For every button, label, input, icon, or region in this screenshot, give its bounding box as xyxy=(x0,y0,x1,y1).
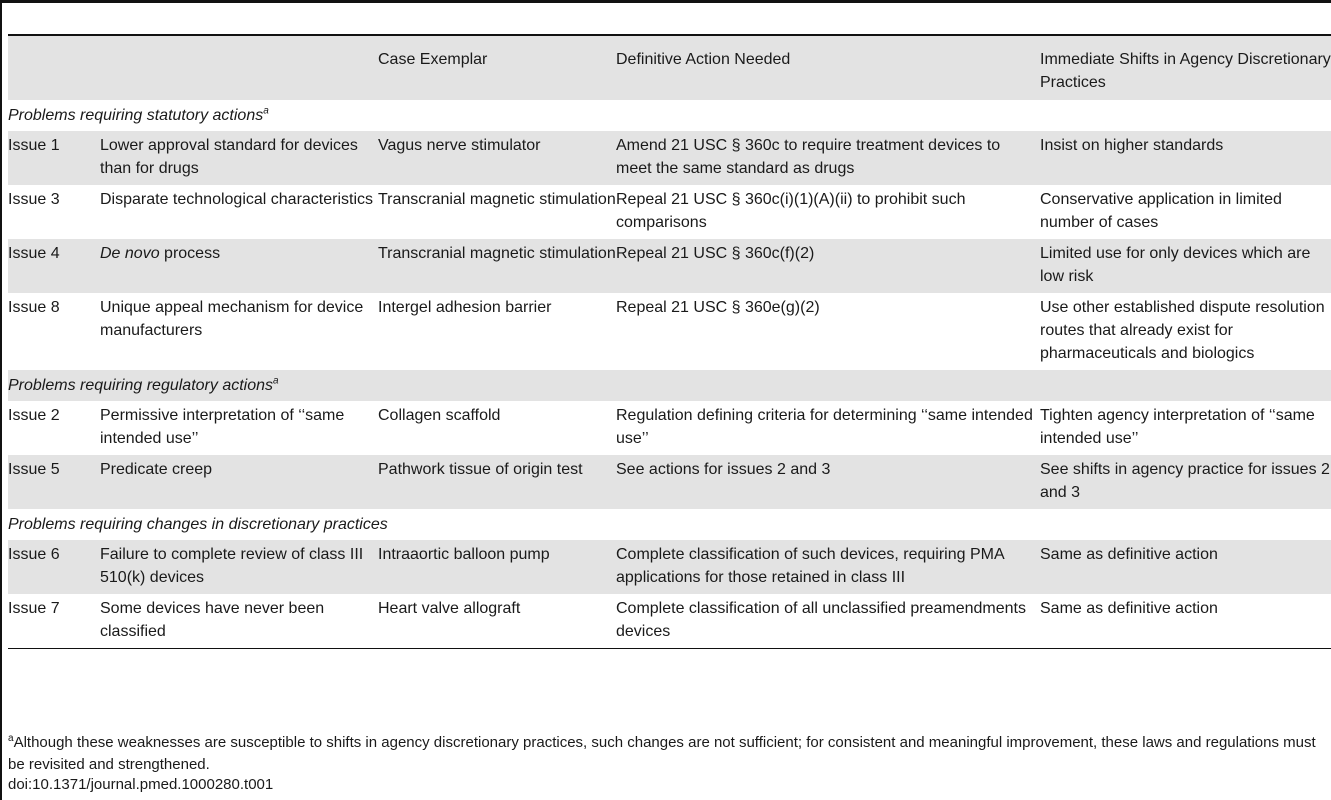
section-header-row xyxy=(8,370,1331,401)
section-label-text: Problems requiring statutory actions xyxy=(8,107,264,124)
action-cell: Complete classification of such devices, requiring PMA applications for those retained in class III xyxy=(616,540,1040,594)
problem-text: process xyxy=(159,245,221,262)
table-row xyxy=(8,185,1331,239)
shift-cell: Same as definitive action xyxy=(1040,600,1218,617)
action-cell: Repeal 21 USC § 360c(f)(2) xyxy=(616,239,1040,293)
action-cell: Repeal 21 USC § 360e(g)(2) xyxy=(616,299,820,316)
issue-cell: Issue 5 xyxy=(8,455,100,509)
section-label xyxy=(8,100,1331,131)
problem-italic-text: De novo xyxy=(100,245,160,262)
exemplar-cell: Transcranial magnetic stimulation xyxy=(378,239,616,293)
table-row xyxy=(8,455,1331,509)
problem-cell: Lower approval standard for devices than for drugs xyxy=(100,131,378,185)
table-row xyxy=(8,239,1331,293)
table-row xyxy=(8,401,1331,455)
issue-cell: Issue 7 xyxy=(8,600,60,617)
problem-cell: Some devices have never been classified xyxy=(100,600,325,640)
action-cell: Regulation defining criteria for determining ‘‘same intended use’’ xyxy=(616,407,1033,447)
footnote-marker: a xyxy=(263,105,269,117)
header-cell xyxy=(100,36,378,100)
header-definitive-action: Definitive Action Needed xyxy=(616,36,1040,100)
exemplar-cell: Collagen scaffold xyxy=(378,407,501,424)
page-top-rule xyxy=(0,0,1331,3)
table-bottom-rule xyxy=(8,648,1331,649)
page-left-rule xyxy=(0,0,2,800)
footnote-text: Although these weaknesses are susceptible to shifts in agency discretionary practices, such changes are not sufficient; for consistent and meaningful improvement, these laws and regulations must be revisited and strengthened. xyxy=(8,734,1316,773)
issue-cell: Issue 3 xyxy=(8,191,60,208)
problem-cell: Unique appeal mechanism for device manufacturers xyxy=(100,299,364,339)
problem-cell: Failure to complete review of class III 510(k) devices xyxy=(100,540,378,594)
problem-cell: Predicate creep xyxy=(100,455,378,509)
shift-cell: Tighten agency interpretation of ‘‘same intended use’’ xyxy=(1040,407,1315,447)
shift-cell xyxy=(1040,293,1331,370)
issue-cell: Issue 2 xyxy=(8,407,60,424)
exemplar-cell: Pathwork tissue of origin test xyxy=(378,455,616,509)
footnote-marker: a xyxy=(273,375,279,387)
shift-text: Use other established dispute resolution routes that already exist for xyxy=(1040,299,1325,339)
exemplar-cell: Intergel adhesion barrier xyxy=(378,299,552,316)
exemplar-cell: Intraaortic balloon pump xyxy=(378,540,616,594)
problem-cell: Disparate technological characteristics xyxy=(100,191,374,208)
table-row xyxy=(8,131,1331,185)
section-header-row xyxy=(8,509,1331,540)
issue-cell: Issue 8 xyxy=(8,299,60,316)
exemplar-cell: Vagus nerve stimulator xyxy=(378,131,616,185)
data-table xyxy=(8,36,1331,648)
issue-cell: Issue 4 xyxy=(8,239,100,293)
issue-cell: Issue 6 xyxy=(8,540,100,594)
doi-label: doi:10.1371/journal.pmed.1000280.t001 xyxy=(8,776,274,793)
exemplar-cell: Heart valve allograft xyxy=(378,600,521,617)
header-immediate-shifts: Immediate Shifts in Agency Discretionary Practices xyxy=(1040,36,1331,100)
action-cell: Complete classification of all unclassified preamendments devices xyxy=(616,600,1026,640)
shift-cell: Insist on higher standards xyxy=(1040,131,1331,185)
problem-cell xyxy=(100,239,378,293)
table-container xyxy=(8,34,1331,649)
table-row xyxy=(8,594,1331,648)
section-label xyxy=(8,370,1331,401)
table-footnote xyxy=(8,732,1331,776)
shift-cell: Limited use for only devices which are low risk xyxy=(1040,239,1331,293)
issue-cell: Issue 1 xyxy=(8,131,100,185)
shift-text-line2: pharmaceuticals and biologics xyxy=(1040,345,1255,362)
action-cell: Amend 21 USC § 360c to require treatment devices to meet the same standard as drugs xyxy=(616,131,1040,185)
shift-cell: Conservative application in limited number of cases xyxy=(1040,191,1282,231)
shift-cell: See shifts in agency practice for issues 2 and 3 xyxy=(1040,455,1331,509)
footnote-marker: a xyxy=(8,733,14,744)
header-cell xyxy=(8,36,100,100)
shift-cell: Same as definitive action xyxy=(1040,540,1331,594)
problem-cell: Permissive interpretation of ‘‘same intended use’’ xyxy=(100,407,345,447)
table-row xyxy=(8,540,1331,594)
action-cell: See actions for issues 2 and 3 xyxy=(616,455,1040,509)
table-row xyxy=(8,293,1331,370)
header-case-exemplar: Case Exemplar xyxy=(378,36,616,100)
exemplar-cell: Transcranial magnetic stimulation xyxy=(378,191,616,208)
section-header-row xyxy=(8,100,1331,131)
header-row xyxy=(8,36,1331,100)
section-label: Problems requiring changes in discretionary practices xyxy=(8,516,388,533)
section-label-text: Problems requiring regulatory actions xyxy=(8,377,274,394)
action-cell: Repeal 21 USC § 360c(i)(1)(A)(ii) to prohibit such comparisons xyxy=(616,191,966,231)
